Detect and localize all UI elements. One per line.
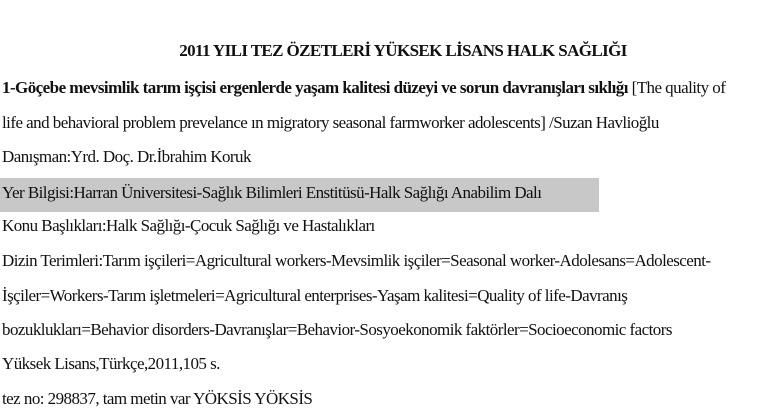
- entry-title-line: [2, 77, 725, 99]
- entry-title-turkish: 1-Göçebe mevsimlik tarım işçisi ergenlerde yaşam kalitesi düzeyi ve sorun davranışları sıklığı: [2, 78, 628, 97]
- entry-title-english-start: [The quality of: [627, 78, 726, 97]
- subjects-line: Konu Başlıkları:Halk Sağlığı-Çocuk Sağlığı ve Hastalıkları: [2, 216, 375, 235]
- index-terms-line-2: İşçiler=Workers-Tarım işletmeleri=Agricultural enterprises-Yaşam kalitesi=Quality of life-Davranış: [2, 286, 628, 305]
- index-terms-line-3: bozuklukları=Behavior disorders-Davranışlar=Behavior-Sosyoekonomik faktörler=Socioeconomic factors: [2, 320, 672, 339]
- degree-info-line: Yüksek Lisans,Türkçe,2011,105 s.: [2, 354, 220, 373]
- entry-title-english-continued: life and behavioral problem prevelance ın migratory seasonal farmworker adolescents] /Suzan Havlioğlu: [2, 113, 659, 132]
- location-line: Yer Bilgisi:Harran Üniversitesi-Sağlık Bilimleri Enstitüsü-Halk Sağlığı Anabilim Dalı: [2, 183, 542, 202]
- advisor-line: Danışman:Yrd. Doç. Dr.İbrahim Koruk: [2, 147, 251, 166]
- page-title: 2011 YILI TEZ ÖZETLERİ YÜKSEK LİSANS HALK SAĞLIĞI: [179, 41, 627, 60]
- thesis-number-line: tez no: 298837, tam metin var YÖKSİS YÖKSİS: [2, 389, 313, 408]
- index-terms-line-1: Dizin Terimleri:Tarım işçileri=Agricultural workers-Mevsimlik işçiler=Seasonal worker-Adolesans=Adolescent-: [2, 251, 711, 270]
